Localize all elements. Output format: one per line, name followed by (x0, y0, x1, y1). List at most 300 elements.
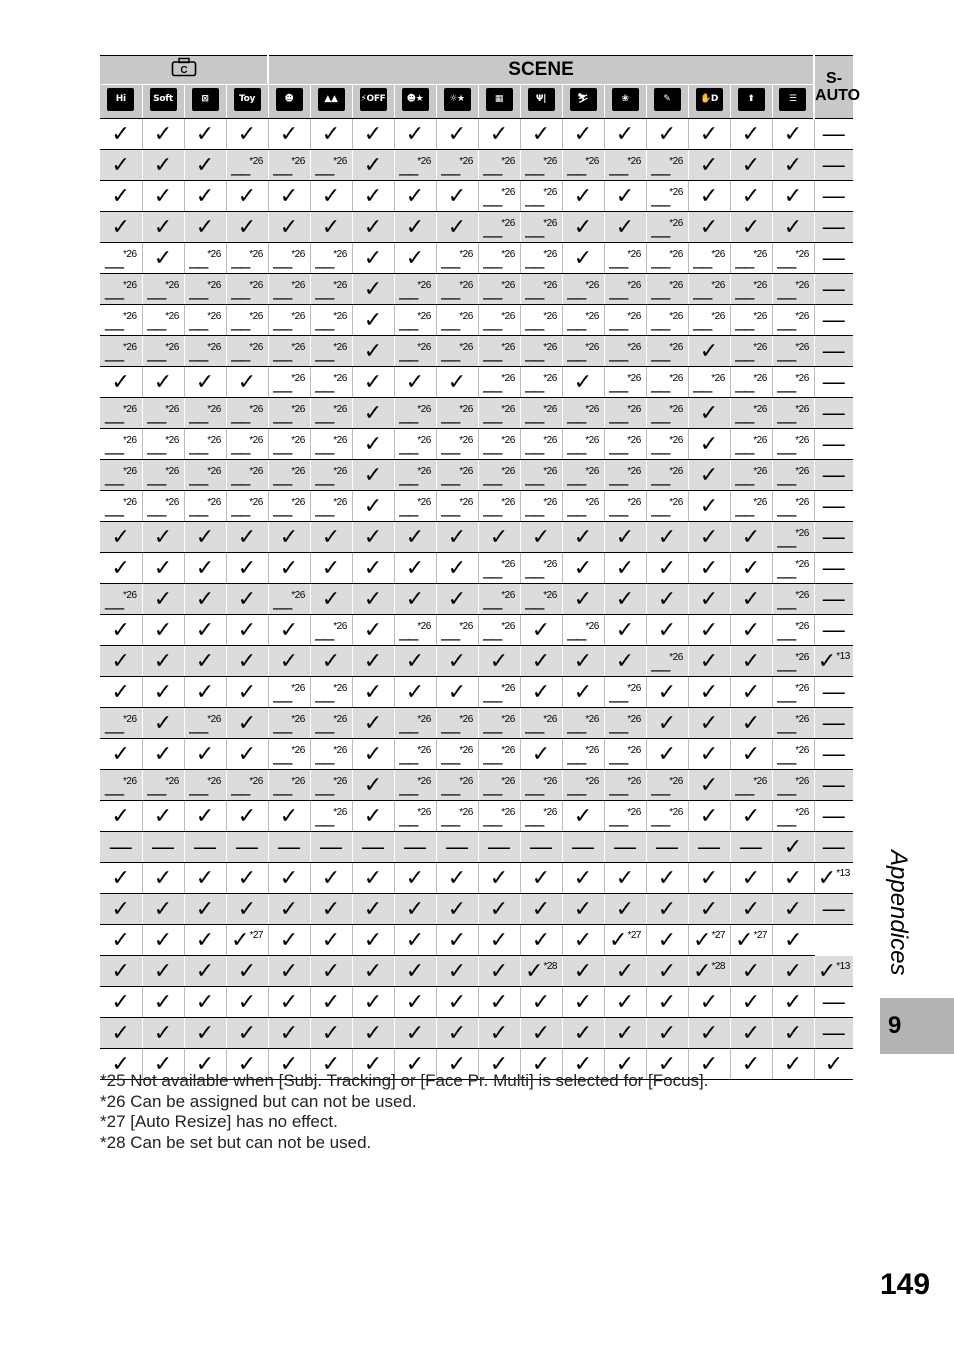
table-cell (478, 770, 520, 801)
check-glyph: ✓ (447, 555, 467, 580)
check-glyph: ✓ (195, 1020, 215, 1045)
table-cell (100, 119, 142, 150)
table-cell (226, 150, 268, 181)
check-glyph: ✓ (699, 183, 719, 208)
table-cell (814, 677, 853, 708)
footnote-ref: *26 (123, 465, 137, 477)
check-mark (322, 526, 340, 548)
table-cell (100, 491, 142, 522)
check-glyph: ✓ (111, 617, 130, 642)
table-cell (268, 367, 310, 398)
table-cell (562, 615, 604, 646)
dash-mark (399, 310, 431, 332)
check-mark (322, 123, 340, 145)
check-mark (448, 526, 466, 548)
table-cell (226, 677, 268, 708)
table-cell (268, 150, 310, 181)
dash-mark (362, 836, 384, 858)
table-cell (478, 708, 520, 739)
dash-mark (273, 434, 305, 456)
dash-mark (651, 310, 683, 332)
check-glyph: ✓ (783, 214, 803, 239)
table-cell (268, 305, 310, 336)
footnote-ref: *26 (627, 713, 641, 725)
table-cell (604, 646, 646, 677)
check-mark (742, 712, 760, 734)
dash-mark (823, 836, 845, 858)
check-mark (700, 774, 718, 796)
check-glyph: ✓ (489, 927, 509, 952)
table-cell (730, 367, 772, 398)
footnote-ref: *26 (543, 775, 557, 787)
dash-mark (483, 217, 515, 239)
check-mark (616, 619, 634, 641)
dash-glyph: — (236, 834, 258, 859)
table-cell (184, 1018, 226, 1049)
check-mark (784, 960, 802, 982)
zoom-macro-icon: ✎ (654, 88, 681, 111)
check-glyph: ✓ (321, 214, 341, 239)
table-cell (100, 305, 142, 336)
table-cell (688, 367, 730, 398)
check-glyph: ✓ (405, 555, 425, 580)
check-mark (322, 867, 340, 889)
table-cell (772, 925, 814, 956)
table-cell (436, 832, 478, 863)
table-cell (184, 491, 226, 522)
dash-mark (231, 434, 263, 456)
footnote-ref: *26 (207, 279, 221, 291)
table-cell (100, 708, 142, 739)
portrait-icon: ☻ (276, 88, 303, 111)
check-mark (280, 898, 298, 920)
footnote-ref: *26 (543, 713, 557, 725)
check-glyph: ✓ (489, 121, 509, 146)
table-cell (688, 491, 730, 522)
check-mark (364, 216, 382, 238)
table-cell (352, 181, 394, 212)
dash-mark (823, 991, 845, 1013)
check-glyph: ✓ (741, 648, 761, 673)
table-cell (310, 708, 352, 739)
table-cell (310, 1018, 352, 1049)
dash-mark (525, 372, 557, 394)
dash-mark (483, 496, 515, 518)
check-mark (196, 991, 214, 1013)
hi-bw-icon: Hi (107, 88, 134, 111)
table-cell (394, 429, 436, 460)
check-glyph: ✓ (741, 152, 761, 177)
check-glyph: ✓ (489, 1020, 509, 1045)
check-mark (658, 557, 676, 579)
footnote-ref: *13 (836, 960, 850, 972)
table-cell (604, 1018, 646, 1049)
check-mark (280, 929, 298, 951)
table-cell (142, 615, 184, 646)
dash-glyph: — (822, 834, 845, 859)
table-cell (310, 646, 352, 677)
table-cell (100, 615, 142, 646)
toy-camera-icon: Toy (234, 88, 261, 111)
check-mark (700, 650, 718, 672)
footnote-ref: *26 (585, 775, 599, 787)
dash-mark (777, 496, 809, 518)
footnote-ref: *26 (459, 620, 473, 632)
dash-glyph: __ (525, 310, 544, 331)
check-glyph: ✓ (195, 555, 215, 580)
dash-mark (105, 589, 137, 611)
table-cell (100, 832, 142, 863)
check-glyph: ✓ (153, 555, 173, 580)
check-mark (448, 1022, 466, 1044)
dash-mark (823, 898, 845, 920)
table-cell (688, 801, 730, 832)
check-glyph: ✓ (405, 369, 425, 394)
footnote-ref: *26 (669, 186, 683, 198)
check-mark (574, 805, 592, 827)
table-cell (100, 553, 142, 584)
check-glyph: ✓ (237, 121, 257, 146)
check-glyph: ✓ (279, 865, 299, 890)
check-glyph: ✓ (153, 245, 173, 270)
check-mark (616, 960, 634, 982)
check-glyph: ✓ (153, 183, 173, 208)
table-cell (688, 615, 730, 646)
table-cell (814, 336, 853, 367)
check-mark (742, 805, 760, 827)
dash-glyph: __ (777, 527, 796, 548)
footnote-ref: *26 (459, 155, 473, 167)
dash-mark (525, 186, 557, 208)
check-mark (154, 805, 172, 827)
check-mark (112, 619, 130, 641)
footnote-ref: *26 (165, 310, 179, 322)
column-header (478, 85, 520, 119)
table-cell (478, 832, 520, 863)
table-cell (226, 460, 268, 491)
check-glyph: ✓ (153, 741, 173, 766)
table-cell (436, 863, 478, 894)
table-cell (562, 553, 604, 584)
footnote-ref: *26 (711, 310, 725, 322)
table-cell (478, 243, 520, 274)
footnote-ref: *26 (459, 775, 473, 787)
check-glyph: ✓ (405, 958, 425, 983)
table-cell (394, 584, 436, 615)
check-mark (574, 216, 592, 238)
table-cell (814, 460, 853, 491)
check-mark (700, 588, 718, 610)
table-row (100, 212, 853, 243)
check-mark (196, 588, 214, 610)
check-glyph: ✓ (111, 958, 130, 983)
table-cell (772, 553, 814, 584)
table-cell (688, 1018, 730, 1049)
table-cell (184, 305, 226, 336)
check-mark (154, 929, 172, 951)
dash-glyph: __ (651, 341, 670, 362)
check-glyph: ✓ (615, 555, 635, 580)
dash-mark (609, 279, 641, 301)
table-cell (436, 677, 478, 708)
check-glyph: ✓ (531, 679, 551, 704)
table-row (100, 584, 853, 615)
table-cell (730, 1018, 772, 1049)
check-glyph: ✓ (195, 865, 215, 890)
check-glyph: ✓ (699, 679, 719, 704)
footnote-ref: *26 (795, 713, 809, 725)
footnote-ref: *26 (543, 248, 557, 260)
check-glyph: ✓ (405, 214, 425, 239)
dash-mark (399, 155, 431, 177)
column-header (730, 85, 772, 119)
table-cell (814, 770, 853, 801)
dash-glyph: __ (104, 775, 123, 796)
footnote-ref: *26 (333, 279, 347, 291)
dash-glyph: __ (399, 310, 418, 331)
footnote-ref: *26 (333, 496, 347, 508)
dash-mark (651, 496, 683, 518)
dash-mark (399, 744, 431, 766)
footnote-ref: *26 (417, 279, 431, 291)
table-cell (814, 522, 853, 553)
check-glyph: ✓ (447, 369, 467, 394)
footnote-25: *25 Not available when [Subj. Tracking] or [Face Pr. Multi] is selected for [Focus]. (100, 1071, 709, 1090)
section-tab-label: Appendices (885, 850, 912, 976)
footnote-ref: *26 (417, 806, 431, 818)
dash-mark (483, 341, 515, 363)
table-cell (688, 181, 730, 212)
dash-mark (735, 279, 767, 301)
table-cell (562, 1018, 604, 1049)
check-mark (238, 650, 256, 672)
footnote-ref: *26 (249, 248, 263, 260)
check-mark (658, 619, 676, 641)
table-cell (814, 274, 853, 305)
dash-glyph: __ (777, 434, 796, 455)
table-cell (772, 274, 814, 305)
dash-mark (651, 434, 683, 456)
footnote-ref: *26 (165, 496, 179, 508)
check-glyph: ✓ (111, 152, 130, 177)
table-cell (142, 987, 184, 1018)
check-mark (196, 619, 214, 641)
check-glyph: ✓ (741, 958, 761, 983)
check-glyph: ✓ (195, 121, 215, 146)
table-cell (352, 429, 394, 460)
footnote-ref: *26 (543, 806, 557, 818)
table-cell (142, 677, 184, 708)
check-glyph: ✓ (531, 1051, 551, 1076)
table-cell (520, 181, 562, 212)
dash-mark (614, 836, 636, 858)
dash-mark (525, 465, 557, 487)
footnote-ref: *26 (417, 713, 431, 725)
table-cell (268, 832, 310, 863)
check-glyph: ✓ (699, 400, 719, 425)
dash-glyph: __ (609, 465, 628, 486)
dash-glyph: — (572, 834, 594, 859)
dash-glyph: __ (399, 403, 418, 424)
table-cell (352, 1018, 394, 1049)
table-cell (352, 212, 394, 243)
check-mark (693, 960, 725, 982)
check-mark (448, 867, 466, 889)
check-mark (448, 681, 466, 703)
check-mark (609, 929, 641, 951)
svg-text:C: C (179, 65, 188, 76)
table-cell (310, 522, 352, 553)
dash-glyph: __ (315, 806, 334, 827)
table-cell (268, 553, 310, 584)
dash-mark (441, 775, 473, 797)
check-mark (742, 991, 760, 1013)
check-mark (364, 495, 382, 517)
check-glyph: ✓ (237, 710, 257, 735)
table-cell (310, 925, 352, 956)
check-mark (700, 991, 718, 1013)
check-glyph: ✓ (573, 803, 593, 828)
table-cell (310, 150, 352, 181)
check-mark (700, 464, 718, 486)
table-cell (478, 677, 520, 708)
footnote-ref: *26 (291, 341, 305, 353)
check-glyph: ✓ (321, 865, 341, 890)
table-cell (688, 956, 730, 987)
check-glyph: ✓ (363, 400, 383, 425)
check-mark (364, 960, 382, 982)
check-glyph: ✓ (447, 927, 467, 952)
dash-glyph: __ (651, 248, 670, 269)
check-mark (448, 557, 466, 579)
dash-glyph: — (822, 586, 845, 611)
check-mark (742, 557, 760, 579)
check-mark (322, 929, 340, 951)
footnote-ref: *26 (627, 279, 641, 291)
dash-glyph: __ (104, 341, 123, 362)
check-glyph: ✓ (153, 214, 173, 239)
check-mark (658, 681, 676, 703)
table-cell (604, 243, 646, 274)
table-cell (646, 460, 688, 491)
check-mark (448, 588, 466, 610)
dash-mark (740, 836, 762, 858)
footnote-ref: *26 (669, 651, 683, 663)
table-cell (730, 522, 772, 553)
dash-mark (147, 465, 179, 487)
dash-glyph: __ (231, 341, 250, 362)
dash-mark (189, 465, 221, 487)
table-cell (436, 305, 478, 336)
dash-glyph: __ (441, 403, 460, 424)
check-mark (364, 526, 382, 548)
check-mark (818, 867, 850, 889)
table-cell (478, 398, 520, 429)
column-header (184, 85, 226, 119)
check-mark (825, 1053, 843, 1075)
check-mark (700, 867, 718, 889)
check-glyph: ✓ (447, 586, 467, 611)
footnote-ref: *26 (291, 279, 305, 291)
footnote-ref: *26 (669, 155, 683, 167)
footnote-ref: *26 (249, 155, 263, 167)
dash-mark (483, 279, 515, 301)
table-cell (352, 956, 394, 987)
dash-mark (273, 682, 305, 704)
check-glyph: ✓ (447, 121, 467, 146)
footnote-ref: *26 (501, 217, 515, 229)
dash-mark (273, 496, 305, 518)
check-mark (574, 123, 592, 145)
dash-glyph: __ (231, 496, 250, 517)
check-glyph: ✓ (489, 865, 509, 890)
check-glyph: ✓ (279, 1051, 299, 1076)
dash-mark (735, 775, 767, 797)
footnote-ref: *26 (543, 310, 557, 322)
check-glyph: ✓ (783, 958, 803, 983)
footnote-ref: *26 (459, 496, 473, 508)
footnote-ref: *26 (753, 496, 767, 508)
table-cell (226, 305, 268, 336)
check-glyph: ✓ (405, 1020, 425, 1045)
dash-mark (441, 248, 473, 270)
check-mark (196, 929, 214, 951)
dash-glyph: __ (273, 775, 292, 796)
dash-glyph: __ (231, 155, 250, 176)
column-header (394, 85, 436, 119)
check-glyph: ✓ (237, 214, 257, 239)
table-cell (604, 832, 646, 863)
check-mark (574, 588, 592, 610)
camera-custom-group-header (100, 56, 268, 85)
dash-glyph: __ (567, 279, 586, 300)
check-glyph: ✓ (279, 989, 299, 1014)
check-mark (700, 123, 718, 145)
check-glyph: ✓ (657, 958, 677, 983)
check-glyph: ✓ (363, 648, 383, 673)
footnote-ref: *26 (795, 651, 809, 663)
footnote-ref: *26 (627, 496, 641, 508)
table-cell (142, 305, 184, 336)
table-cell (352, 522, 394, 553)
table-cell (352, 460, 394, 491)
table-cell (142, 801, 184, 832)
check-glyph: ✓ (111, 1051, 130, 1076)
dash-glyph: __ (231, 465, 250, 486)
check-mark (280, 991, 298, 1013)
dash-glyph: __ (651, 155, 670, 176)
dash-glyph: __ (189, 713, 208, 734)
check-glyph: ✓ (609, 927, 628, 952)
check-mark (574, 929, 592, 951)
dash-mark (567, 465, 599, 487)
check-glyph: ✓ (489, 648, 509, 673)
dash-mark (315, 155, 347, 177)
table-cell (772, 305, 814, 336)
dash-mark (483, 403, 515, 425)
table-cell (394, 181, 436, 212)
check-glyph: ✓ (279, 121, 299, 146)
check-glyph: ✓ (405, 524, 425, 549)
table-cell (562, 708, 604, 739)
check-glyph: ✓ (237, 741, 257, 766)
table-cell (184, 584, 226, 615)
table-cell (688, 646, 730, 677)
check-mark (742, 216, 760, 238)
dash-mark (651, 465, 683, 487)
check-glyph: ✓ (615, 896, 635, 921)
check-mark (742, 619, 760, 641)
